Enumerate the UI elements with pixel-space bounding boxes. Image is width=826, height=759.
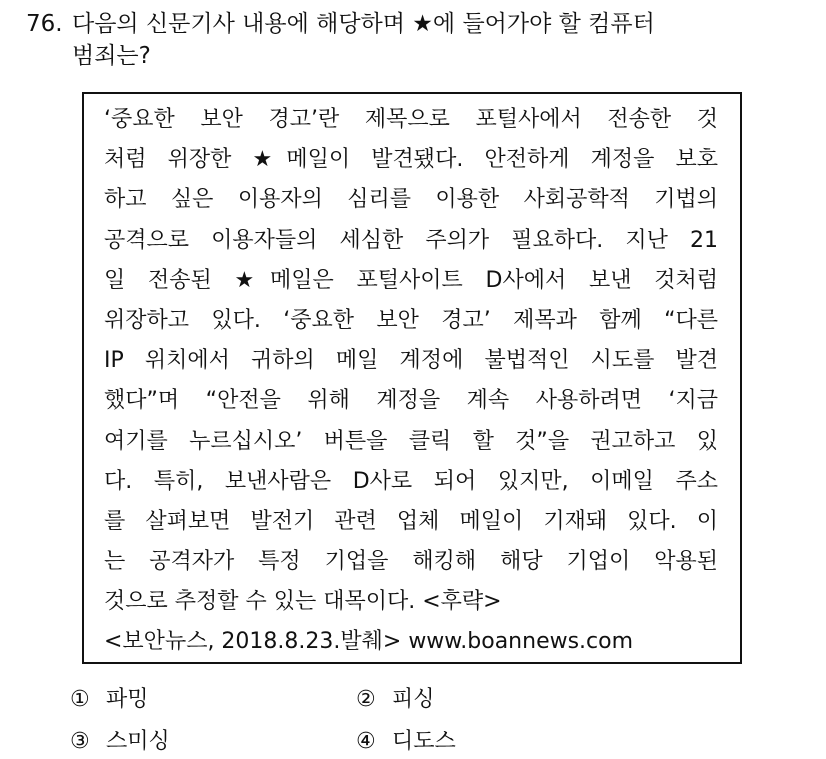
passage-line: 다. 특히, 보낸사람은 D사로 되어 있지만, 이메일 주소 [104, 468, 718, 494]
option-2[interactable] [356, 684, 435, 716]
option-number: ② [356, 687, 376, 712]
question [26, 8, 806, 72]
option-1[interactable] [70, 684, 149, 716]
option-label: 스미싱 [106, 729, 170, 754]
passage-line: 공격으로 이용자들의 세심한 주의가 필요하다. 지난 21 [104, 227, 718, 253]
option-4[interactable] [356, 726, 456, 758]
question-text-line-2: 범죄는? [72, 43, 151, 69]
option-label: 파밍 [106, 687, 149, 712]
option-3[interactable] [70, 726, 170, 758]
question-text-line-1: 다음의 신문기사 내용에 해당하며 ★에 들어가야 할 컴퓨터 [72, 11, 655, 37]
passage-line: IP 위치에서 귀하의 메일 계정에 불법적인 시도를 발견 [104, 348, 718, 374]
passage-line: 일 전송된 ★메일은 포털사이트 D사에서 보낸 것처럼 [104, 267, 718, 293]
option-label: 디도스 [392, 729, 456, 754]
news-passage-box [82, 92, 742, 664]
passage-line: ‘중요한 보안 경고’란 제목으로 포털사에서 전송한 것 [104, 107, 718, 132]
passage-line: 여기를 누르십시오’ 버튼을 클릭 할 것”을 권고하고 있 [104, 428, 718, 454]
option-number: ④ [356, 729, 376, 754]
passage-source: <보안뉴스, 2018.8.23.발췌> www.boannews.com [104, 629, 634, 655]
option-label: 피싱 [392, 687, 435, 712]
passage-line: 했다”며 “안전을 위해 계정을 계속 사용하려면 ‘지금 [104, 388, 718, 414]
passage-line: 처럼 위장한 ★메일이 발견됐다. 안전하게 계정을 보호 [104, 147, 718, 173]
passage-line: 위장하고 있다. ‘중요한 보안 경고’ 제목과 함께 “다른 [104, 308, 718, 334]
passage-line: 것으로 추정할 수 있는 대목이다. <후략> [104, 589, 502, 615]
question-line-1 [26, 8, 806, 40]
passage-line: 를 살펴보면 발전기 관련 업체 메일이 기재돼 있다. 이 [104, 509, 718, 535]
option-number: ① [70, 687, 90, 712]
question-number: 76. [26, 11, 63, 37]
passage-line: 하고 싶은 이용자의 심리를 이용한 사회공학적 기법의 [104, 187, 718, 213]
option-number: ③ [70, 729, 90, 754]
passage-line: 는 공격자가 특정 기업을 해킹해 해당 기업이 악용된 [104, 549, 718, 575]
